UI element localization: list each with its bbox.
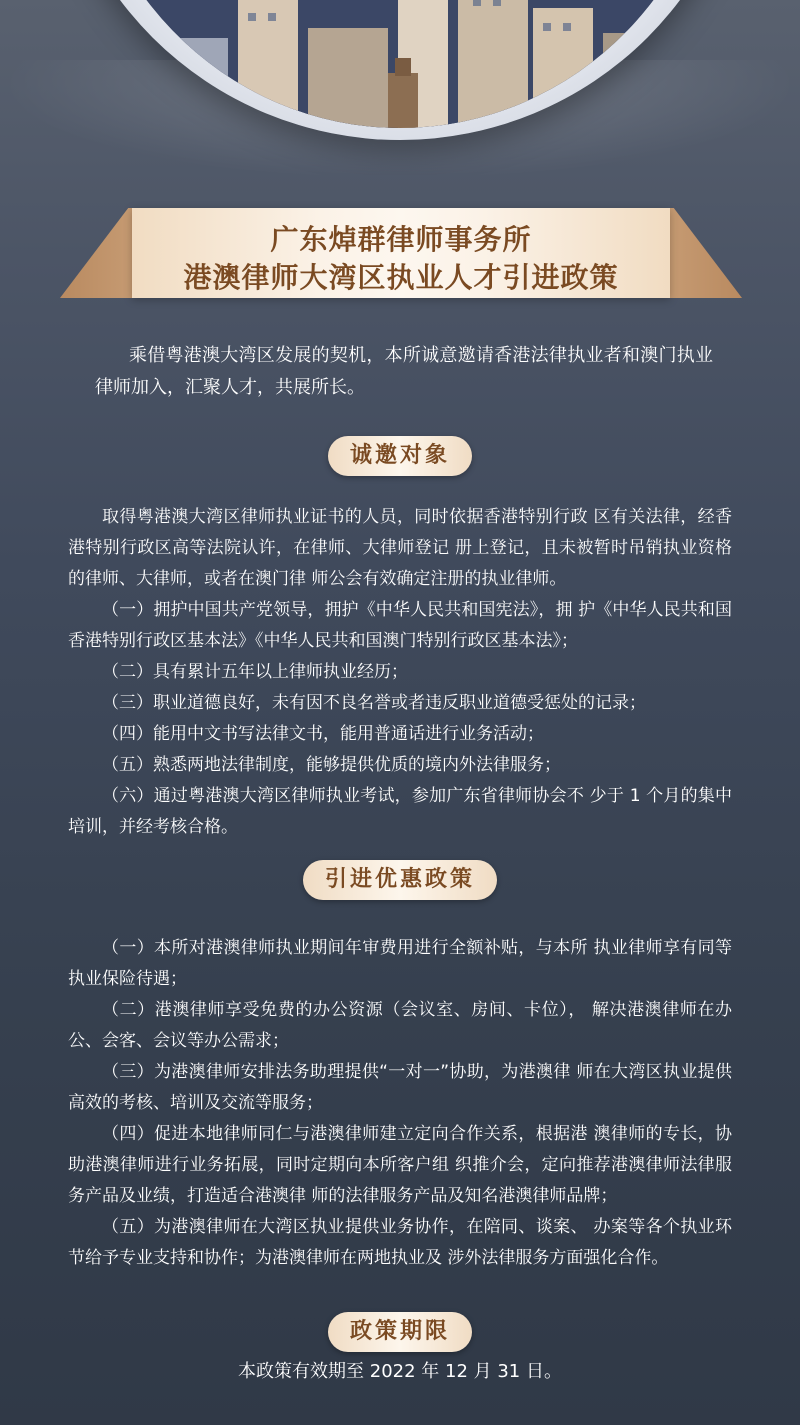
hero-city-image [0,0,800,175]
benefits-list [68,933,732,1274]
list-item: （五）熟悉两地法律制度，能够提供优质的境内外法律服务； [102,755,561,775]
section-title-validity: 政策期限 [328,1312,472,1352]
list-item: （五）为港澳律师在大湾区执业提供业务协作，在陪同、谈案、 办案等各个执业环节给予专业支持和协作；为港澳律师在两地执业及 涉外法律服务方面强化合作。 [68,1217,732,1268]
page-title: 港澳律师大湾区执业人才引进政策 [183,261,619,294]
city-skyline [78,0,722,128]
validity-text: 本政策有效期至 2022 年 12 月 31 日。 [238,1361,562,1382]
invitees-list [68,502,732,843]
list-item: （三）为港澳律师安排法务助理提供“一对一”协助，为港澳律 师在大湾区执业提供高效的考核、培训及交流等服务； [68,1062,732,1113]
list-item: （四）能用中文书写法律文书，能用普通话进行业务活动； [102,724,544,744]
section-title-benefits: 引进优惠政策 [303,860,497,900]
list-item: （一）拥护中国共产党领导，拥护《中华人民共和国宪法》，拥 护《中华人民共和国香港特别行政区基本法》《中华人民共和国澳门特别行政区基本法》； [68,600,732,651]
section-title-invitees: 诚邀对象 [328,436,472,476]
list-item: （六）通过粤港澳大湾区律师执业考试，参加广东省律师协会不 少于 1 个月的集中培训，并经考核合格。 [68,786,732,837]
firm-name: 广东焯群律师事务所 [270,223,532,256]
list-item: （一）本所对港澳律师执业期间年审费用进行全额补贴，与本所 执业律师享有同等执业保险待遇； [68,938,732,989]
title-banner [60,208,742,298]
banner-plate [132,208,670,298]
invitees-lead: 取得粤港澳大湾区律师执业证书的人员，同时依据香港特别行政 区有关法律，经香港特别行政区高等法院认许，在律师、大律师登记 册上登记，且未被暂时吊销执业资格的律师、大律师，或者在澳门律 师公会有效确定注册的执业律师。 [68,507,732,589]
list-item: （二）港澳律师享受免费的办公资源（会议室、房间、卡位）， 解决港澳律师在办公、会客、会议等办公需求； [68,1000,732,1051]
list-item: （三）职业道德良好，未有因不良名誉或者违反职业道德受惩处的记录； [102,693,646,713]
list-item: （二）具有累计五年以上律师执业经历； [102,662,408,682]
intro-paragraph: 乘借粤港澳大湾区发展的契机，本所诚意邀请香港法律执业者和澳门执业律师加入，汇聚人才，共展所长。 [95,345,713,398]
list-item: （四）促进本地律师同仁与港澳律师建立定向合作关系，根据港 澳律师的专长，协助港澳律师进行业务拓展，同时定期向本所客户组 织推介会，定向推荐港澳律师法律服务产品及业绩，打造适合港澳律 师的法律服务产品及知名港澳律师品牌； [68,1124,732,1206]
